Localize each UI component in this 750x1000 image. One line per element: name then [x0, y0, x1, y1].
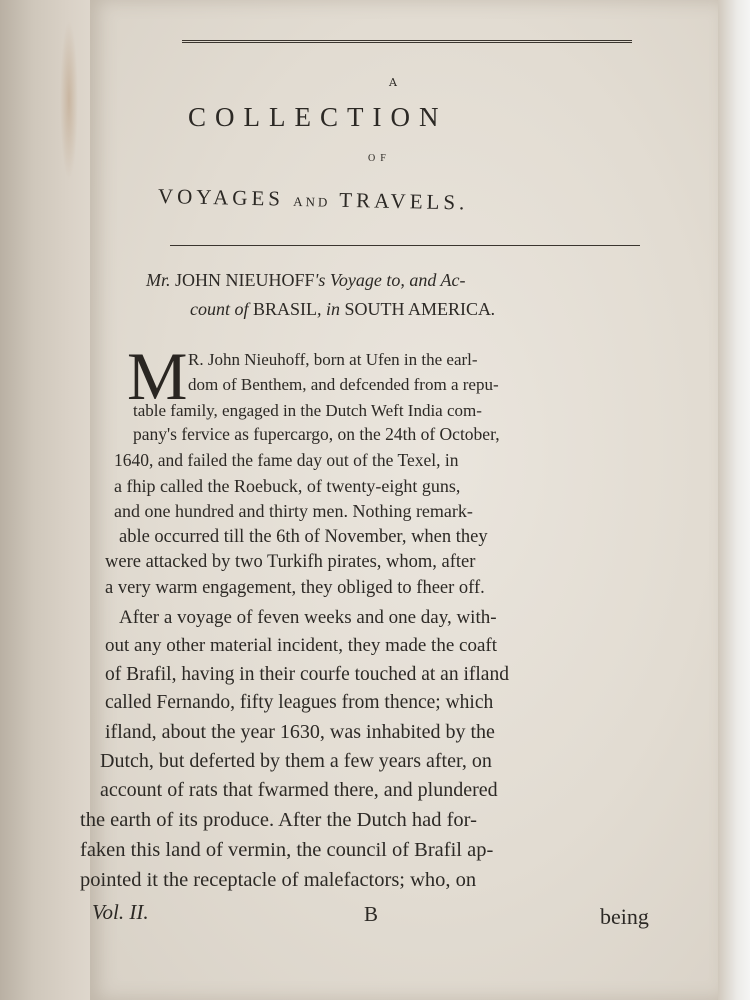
- title-of: OF: [368, 153, 391, 164]
- body-line: called Fernando, fifty leagues from thence; which: [105, 692, 494, 713]
- body-line: R. John Nieuhoff, born at Ufen in the earl-: [188, 350, 478, 369]
- body-line: of Brafil, having in their courfe touched at an ifland: [105, 664, 509, 685]
- body-line: the earth of its produce. After the Dutch had for-: [80, 809, 477, 831]
- volume-number: Vol. II.: [92, 900, 149, 924]
- page-title: COLLECTION: [188, 102, 448, 132]
- body-line: faken this land of vermin, the council of Brafil ap-: [80, 839, 494, 861]
- subtitle-voyages: VOYAGES: [157, 184, 285, 211]
- section-heading-line-1: [146, 271, 466, 289]
- body-line: 1640, and failed the fame day out of the Texel, in: [114, 450, 459, 470]
- section-heading-line-2: [190, 300, 496, 318]
- body-line: dom of Benthem, and defcended from a repu-: [188, 375, 499, 394]
- body-line: table family, engaged in the Dutch Weft India com-: [133, 401, 482, 420]
- body-line: account of rats that fwarmed there, and plundered: [100, 779, 498, 801]
- body-line: pany's fervice as fupercargo, on the 24th of October,: [133, 424, 500, 444]
- heading-count: count of: [190, 299, 253, 319]
- body-line: and one hundred and thirty men. Nothing remark-: [114, 501, 473, 521]
- body-line: a fhip called the Roebuck, of twenty-eight guns,: [114, 476, 461, 496]
- signature-mark: B: [364, 902, 379, 926]
- heading-place: BRASIL: [253, 299, 318, 319]
- subtitle-travels: TRAVELS.: [339, 187, 469, 215]
- top-double-rule: [182, 40, 632, 46]
- heading-prefix: Mr.: [146, 270, 176, 290]
- body-line: out any other material incident, they made the coaft: [105, 635, 497, 656]
- body-line: pointed it the receptacle of malefactors; who, on: [80, 869, 477, 891]
- title-article: A: [389, 76, 398, 89]
- body-line: ifland, about the year 1630, was inhabited by the: [105, 721, 495, 743]
- body-line: were attacked by two Turkifh pirates, whom, after: [105, 552, 476, 572]
- body-line: able occurred till the 6th of November, when they: [119, 527, 488, 547]
- catchword: being: [600, 904, 649, 929]
- heading-rest: 's Voyage to, and Ac-: [314, 270, 466, 290]
- drop-cap: M: [127, 338, 188, 414]
- page-subtitle: [158, 186, 469, 213]
- body-line: After a voyage of feven weeks and one day, with-: [119, 607, 497, 628]
- body-line: a very warm engagement, they obliged to fheer off.: [105, 578, 485, 598]
- heading-region: SOUTH AMERICA: [344, 299, 492, 319]
- section-rule: [170, 245, 640, 246]
- heading-in: , in: [317, 299, 345, 319]
- subtitle-and: AND: [293, 193, 331, 210]
- heading-name: JOHN NIEUHOFF: [175, 270, 315, 290]
- heading-end: .: [491, 299, 496, 319]
- body-line: Dutch, but deferted by them a few years after, on: [100, 750, 492, 772]
